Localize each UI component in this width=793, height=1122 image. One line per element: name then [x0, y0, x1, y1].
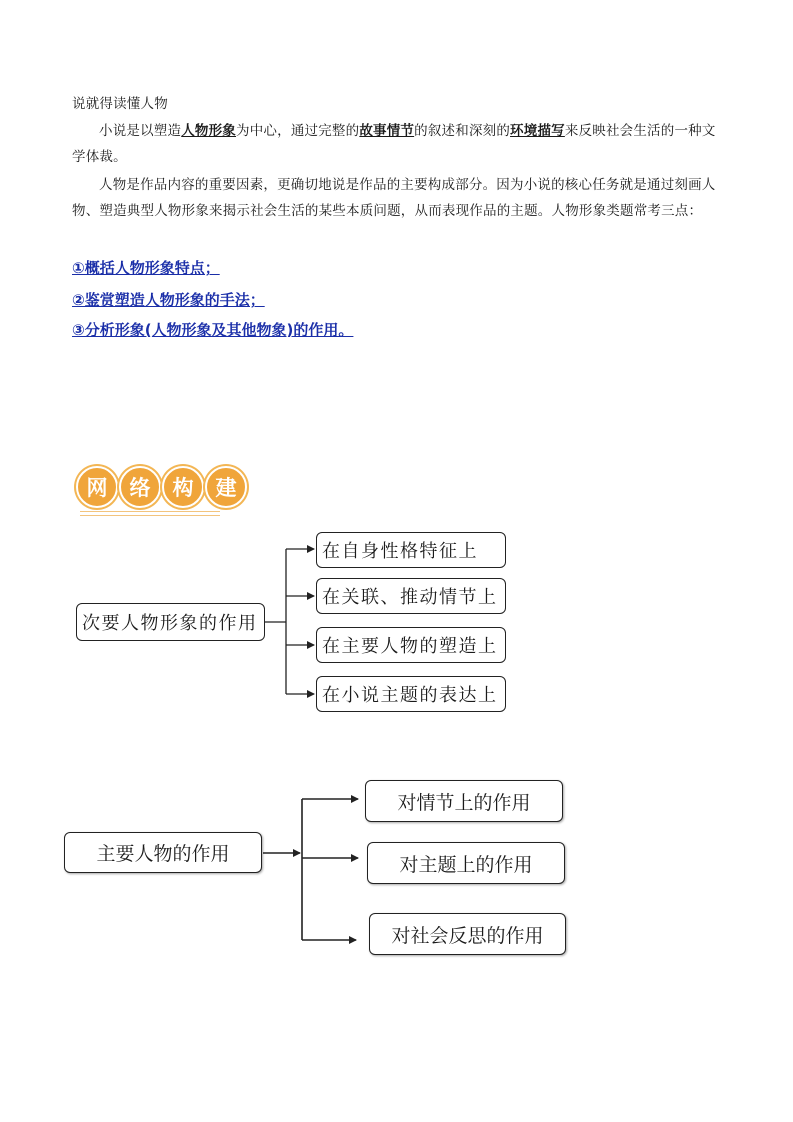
diagram1-branch-4: 在小说主题的表达上 [316, 676, 506, 712]
badge-char: 络 [119, 466, 161, 508]
diagram1-branch-3: 在主要人物的塑造上 [316, 627, 506, 663]
paragraph-character-importance: 人物是作品内容的重要因素，更确切地说是作品的主要构成部分。因为小说的核心任务就是通过刻画人物、塑造典型人物形象来揭示社会生活的某些本质问题，从而表现作品的主题。人物形象类题常考三点： [72, 177, 716, 219]
keyword-character-image: 人物形象 [181, 123, 237, 139]
exam-point-3: ③分析形象(人物形象及其他物象)的作用。 [72, 321, 354, 339]
diagram1-branch-1: 在自身性格特征上 [316, 532, 506, 568]
diagram2-branch-2: 对主题上的作用 [367, 842, 565, 884]
badge-char: 建 [205, 466, 247, 508]
diagram2-branch-1: 对情节上的作用 [365, 780, 563, 822]
text-run: 小说是以塑造 [99, 123, 182, 139]
diagram1-root: 次要人物形象的作用 [76, 603, 265, 641]
diagram2-root: 主要人物的作用 [64, 832, 262, 873]
badge-char: 网 [76, 466, 118, 508]
keyword-plot: 故事情节 [359, 123, 415, 139]
diagram2-branch-3: 对社会反思的作用 [369, 913, 566, 955]
diagram2-connectors [263, 799, 358, 940]
badge-char: 构 [162, 466, 204, 508]
exam-point-1: ①概括人物形象特点； [72, 259, 220, 277]
section-heading: 说就得读懂人物 [72, 96, 168, 112]
exam-point-2: ②鉴赏塑造人物形象的手法； [72, 291, 265, 309]
diagram1-connectors [264, 549, 314, 694]
text-run: 的叙述和深刻的 [414, 123, 511, 139]
text-run: 为中心，通过完整的 [236, 123, 360, 139]
keyword-environment: 环境描写 [510, 123, 565, 139]
text-run: 来反映社会生活的一种文学体裁。 [72, 123, 716, 165]
diagram1-branch-2: 在关联、推动情节上 [316, 578, 506, 614]
